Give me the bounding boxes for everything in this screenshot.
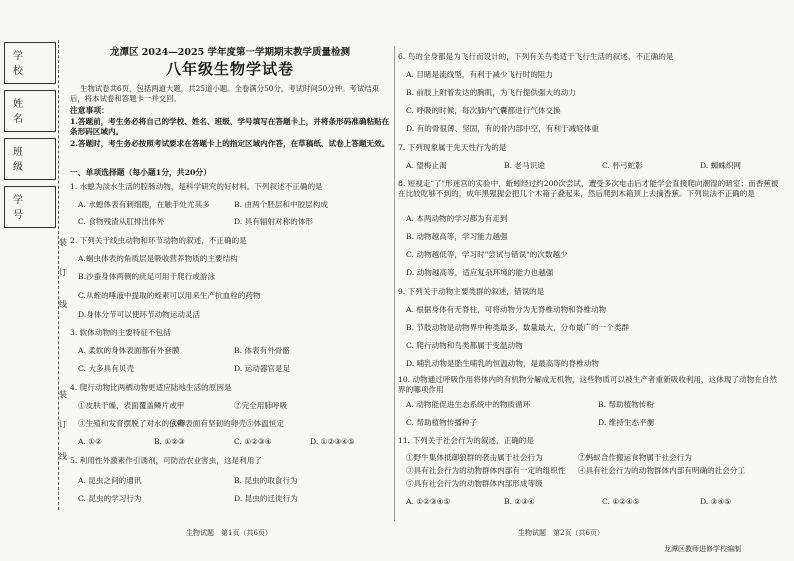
school-field[interactable]: 学 校 [4, 42, 56, 84]
answer-option[interactable]: D. ③④⑤ [700, 497, 732, 506]
answer-option[interactable]: D. ①②③④⑤ [310, 437, 355, 446]
question-stem: 9. 下列关于动物主要类群的叙述，错误的是 [398, 287, 545, 296]
question-stem: 4. 爬行动物比两栖动物更适应陆地生活的原因是 [70, 383, 232, 392]
credit-line: 龙潭区教师进修学校编制 [664, 545, 741, 553]
exam-header: 龙潭区 2024—2025 学年度第一学期期末教学质量检测 [110, 47, 350, 58]
answer-option[interactable]: D. 哺乳动物是胎生哺乳的恒温动物，是最高等的脊椎动物 [406, 359, 599, 368]
answer-option[interactable]: D. 维持生态平衡 [598, 418, 655, 427]
name-field[interactable]: 姓 名 [4, 90, 56, 132]
answer-option[interactable]: B. ②③④ [504, 497, 535, 506]
answer-option[interactable]: B. 老马识途 [504, 161, 545, 170]
answer-option[interactable]: C. 食物残渣从肛排出体外 [78, 217, 165, 226]
exam-intro: 生物试卷共6页，包括两道大题，共25道小题。全卷满分50分，考试时间50分钟。考试结束后，将本试卷和答题卡一并交回。 [70, 84, 379, 103]
answer-option[interactable]: C. ①②④⑤ [602, 497, 640, 506]
column-divider [394, 46, 395, 521]
answer-option[interactable]: D. 运动器官是足 [234, 364, 291, 373]
note-item: 1.答题前，考生务必将自己的学校、姓名、班级、学号填写在答题卡上，并将条形码准确粘贴在条形码区域内。 [70, 117, 390, 136]
answer-option[interactable]: C. 帮助植物传播种子 [406, 418, 478, 427]
question-stem: 1. 水螅为淡水生活的腔肠动物，是科学研究的好材料。下列叙述不正确的是 [70, 182, 323, 191]
question-stem: 2. 下列关于线虫动物和环节动物的叙述，不正确的是 [70, 236, 247, 245]
binding-word: 订 [59, 420, 67, 429]
answer-option[interactable]: B. 昆虫的取食行为 [234, 476, 298, 485]
answer-option[interactable]: C.从蛭的唾液中提取的蛭素可以用来生产抗血栓的药物 [78, 291, 261, 300]
answer-option[interactable]: C. 大多具有贝壳 [78, 364, 134, 373]
answer-option[interactable]: B. ①②③ [154, 437, 185, 446]
answer-option[interactable]: A. 本两动物的学习都为有走到 [406, 214, 508, 223]
answer-option[interactable]: B.沙蚕身体两侧的疣足可用于爬行或游泳 [78, 272, 216, 281]
binding-word: 订 [59, 268, 67, 277]
question-stem: 11. 下列关于社会行为的叙述，正确的是 [398, 436, 534, 445]
answer-option[interactable]: D. 具有辐射对称的体形 [234, 217, 313, 226]
answer-option[interactable]: C. ①②③④ [234, 437, 272, 446]
answer-option[interactable]: B. 由两个胚层和中胶层构成 [234, 200, 328, 209]
statement-option: ④具有社会行为的动物群体内部有明确的社会分工 [578, 466, 746, 475]
answer-option[interactable]: A.蛔虫体表的角质层是吸收营养物质的主要结构 [78, 254, 238, 263]
answer-option[interactable]: A. ①② [78, 437, 102, 446]
statement-option: ⑤具有社会行为的动物群体内部形成等级 [406, 479, 543, 488]
answer-option[interactable]: A. 柔软的身体表面都有外套膜 [78, 346, 180, 355]
answer-option[interactable]: A. 目睹是流线型，有利于减少飞行时的阻力 [406, 70, 553, 79]
page-footer: 生物试题 第2页（共6页） [518, 529, 604, 537]
answer-option[interactable]: A. 昆虫之间的通讯 [78, 476, 142, 485]
answer-option[interactable]: C. 动物越低等，学习时"尝试与错误"的次数越少 [406, 250, 568, 259]
answer-option[interactable]: D. 有的骨很薄、坚固，有的骨内部中空，有利于减轻体重 [406, 124, 599, 133]
answer-option[interactable]: B. 节肢动物是动物界中种类最多，数量最大，分布最广的一个类群 [406, 323, 630, 332]
statement-option: ①野牛集体抵御狼群的袭击属于社会行为 [406, 453, 543, 462]
answer-option[interactable]: A. 根据身体有无脊柱，可将动物分为无脊椎动物和脊椎动物 [406, 305, 607, 314]
answer-option[interactable]: C. 呼吸的时候，每次肺内气囊都进行气体交换 [406, 106, 561, 115]
notes-heading: 注意事项： [70, 106, 109, 115]
binding-word: 线 [59, 300, 67, 309]
question-stem: 10. 动物通过呼吸作用将体内的有机物分解成无机物，这些物质可以被生产者重新吸收利用，这体现了动物在自然界的哪项作用 [398, 375, 777, 394]
class-field[interactable]: 班 级 [4, 138, 56, 180]
statement-option: ⑤体温恒定 [246, 419, 284, 428]
binding-word: 装 [59, 390, 67, 399]
exam-title: 八年级生物学试卷 [165, 60, 294, 78]
answer-option[interactable]: D. 动物越高等，适应复杂环境的能力也越强 [406, 268, 554, 277]
statement-option: ②蚂蚁合作搬运食物属于社会行为 [578, 453, 692, 462]
statement-option: ④卵表面有坚韧的卵壳 [170, 419, 246, 428]
statement-option: ③生殖和发育摆脱了对水的依赖 [78, 419, 185, 428]
question-stem: 8. 短视走"了"形迷宫的实验中，蚯蚓经过约200次尝试，遭受多次电击后才能学会直接爬向潮湿的暗室；而香蕉被在比较吃够不到的，成年黑猩猩会把几个木箱子叠起来，然后爬到木箱顶上去摘香蕉。下列说法不正确的是 [398, 179, 779, 198]
binding-word: 线 [59, 452, 67, 461]
answer-option[interactable]: C. 昆虫的学习行为 [78, 494, 142, 503]
answer-option[interactable]: C. 杯弓蛇影 [602, 161, 643, 170]
question-stem: 6. 鸟的全身都是为飞行而设计的，下列有关鸟类适于飞行生活的叙述，不正确的是 [398, 52, 674, 61]
answer-option[interactable]: C. 爬行动物和鸟类都属于变温动物 [406, 341, 523, 350]
answer-option[interactable]: B. 动物越高等，学习能力越强 [406, 232, 508, 241]
question-stem: 5. 利用性外激素作引诱剂，可防治农业害虫，这是利用了 [70, 456, 262, 465]
answer-option[interactable]: B. 帮助植物传粉 [598, 400, 654, 409]
answer-option[interactable]: D. 蜘蛛织网 [700, 161, 742, 170]
answer-option[interactable]: B. 体表有外骨骼 [234, 346, 290, 355]
answer-option[interactable]: B. 前肢上附着发达的胸肌，为飞行提供强大的动力 [406, 88, 576, 97]
section-heading: 一、单项选择题（每小题1分，共20分） [70, 168, 212, 177]
answer-option[interactable]: A. 水螅体表有刺细胞，在触手处尤其多 [78, 200, 210, 209]
question-stem: 3. 软体动物的主要特征不包括 [70, 328, 171, 337]
student-info-strip [0, 42, 58, 232]
statement-option: ①皮肤干燥，表面覆盖鳞片或甲 [78, 401, 185, 410]
answer-option[interactable]: A. ①②③④⑤ [406, 497, 451, 506]
binding-word: 装 [59, 238, 67, 247]
question-stem: 7. 下列现象属于先天性行为的是 [398, 143, 507, 152]
page-2-column [398, 0, 782, 561]
student-number-field[interactable]: 学 号 [4, 186, 56, 228]
statement-option: ③具有社会行为的动物群体内部有一定的组织性 [406, 466, 566, 475]
answer-option[interactable]: A. 动物能促进生态系统中的物质循环 [406, 400, 531, 409]
answer-option[interactable]: D. 昆虫的迁徙行为 [234, 494, 298, 503]
page-1-column [70, 0, 390, 561]
statement-option: ②完全用肺呼吸 [234, 401, 288, 410]
note-item: 2.答题时，考生务必按照考试要求在答题卡上的指定区域内作答，在草稿纸、试卷上答题无效。 [70, 139, 390, 148]
answer-option[interactable]: A. 望梅止渴 [406, 161, 447, 170]
page-footer: 生物试题 第1页（共6页） [186, 529, 272, 537]
answer-option[interactable]: D.身体分节可以使环节动物运动灵活 [78, 310, 201, 319]
